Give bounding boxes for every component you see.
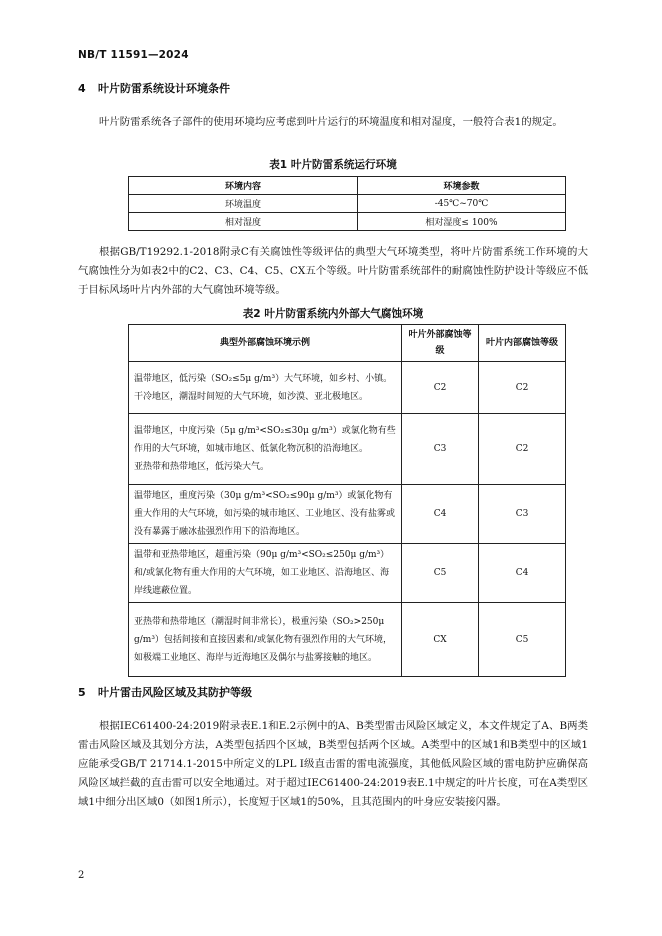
section-4-paragraph-1: 叶片防雷系统各子部件的使用环境均应考虑到叶片运行的环境温度和相对湿度，一般符合表1的规定。 bbox=[99, 116, 563, 128]
description-line: 干冷地区，潮湿时间短的大气环境，如沙漠、亚北极地区。 bbox=[134, 391, 369, 402]
table-2-header-cell: 叶片内部腐蚀等级 bbox=[479, 325, 566, 362]
table-1-cell: -45℃~70℃ bbox=[358, 195, 566, 213]
section-4-heading bbox=[78, 80, 230, 96]
table-2-header-cell: 叶片外部腐蚀等级 bbox=[402, 325, 479, 362]
outer-grade-cell: C3 bbox=[402, 414, 479, 485]
table-1-header-row bbox=[129, 177, 566, 195]
table-1-cell: 环境温度 bbox=[129, 195, 358, 213]
section-5-heading bbox=[78, 684, 252, 700]
description-line: 温带地区，重度污染（30μ g/m³<SO₂≤90μ g/m³）或氯化物有重大作用的大气环境，如污染的城市地区、工业地区、没有盐雾或没有暴露于融冰盐强烈作用下的沿海地区。 bbox=[134, 491, 396, 537]
table-row bbox=[129, 213, 566, 231]
table-2 bbox=[128, 324, 566, 677]
page-number: 2 bbox=[78, 870, 85, 881]
table-2-caption: 表2 叶片防雷系统内外部大气腐蚀环境 bbox=[242, 308, 424, 320]
table-1 bbox=[128, 176, 566, 231]
table-1-cell: 相对湿度≤ 100% bbox=[358, 213, 566, 231]
table-1-header-cell: 环境参数 bbox=[358, 177, 566, 195]
table-row bbox=[129, 485, 566, 544]
description-line: 亚热带和热带地区（潮湿时间非常长），极重污染（SO₂>250μ g/m³）包括间接和直接因素和/或氯化物有强烈作用的大气环境，如极端工业地区、海岸与近海地区及偶尔与盐雾接触的地区。 bbox=[134, 616, 392, 663]
table-row bbox=[129, 414, 566, 485]
section-5-title: 叶片雷击风险区域及其防护等级 bbox=[98, 686, 252, 699]
table-2-header-cell: 典型外部腐蚀环境示例 bbox=[129, 325, 402, 362]
inner-grade-cell: C2 bbox=[479, 362, 566, 414]
table-2-description-cell bbox=[129, 362, 402, 414]
table-1-caption: 表1 叶片防雷系统运行环境 bbox=[269, 159, 397, 171]
section-4-title: 叶片防雷系统设计环境条件 bbox=[98, 82, 230, 95]
inner-grade-cell: C3 bbox=[479, 485, 566, 544]
outer-grade-cell: C4 bbox=[402, 485, 479, 544]
table-row bbox=[129, 362, 566, 414]
table-row bbox=[129, 544, 566, 603]
table-2-description-cell bbox=[129, 603, 402, 677]
description-line: 温带地区，中度污染（5μ g/m³<SO₂≤30μ g/m³）或氯化物有些作用的大气环境，如城市地区、低氯化物沉积的沿海地区。 bbox=[134, 426, 396, 454]
table-2-header-row bbox=[129, 325, 566, 362]
inner-grade-cell: C2 bbox=[479, 414, 566, 485]
table-2-description-cell bbox=[129, 544, 402, 603]
description-line: 温带地区，低污染（SO₂≤5μ g/m³）大气环境，如乡村、小镇。 bbox=[134, 373, 393, 384]
outer-grade-cell: CX bbox=[402, 603, 479, 677]
outer-grade-cell: C5 bbox=[402, 544, 479, 603]
description-line: 温带和亚热带地区，超重污染（90μ g/m³<SO₂≤250μ g/m³）和/或氯化物有重大作用的大气环境，如工业地区、沿海地区、海岸线遮蔽位置。 bbox=[134, 550, 390, 596]
table-row bbox=[129, 195, 566, 213]
section-4-paragraph-2: 根据GB/T19292.1-2018附录C有关腐蚀性等级评估的典型大气环境类型，将叶片防雷系统工作环境的大气腐蚀性分为如表2中的C2、C3、C4、C5、CX五个等级。叶片防雷系统部件的耐腐蚀性防护设计等级应不低于目标风场叶片内外部的大气腐蚀环境等级。 bbox=[78, 246, 588, 296]
description-line: 亚热带和热带地区，低污染大气。 bbox=[134, 462, 270, 472]
section-4-number: 4 bbox=[78, 82, 86, 95]
table-row bbox=[129, 603, 566, 677]
table-1-header-cell: 环境内容 bbox=[129, 177, 358, 195]
inner-grade-cell: C5 bbox=[479, 603, 566, 677]
table-1-cell: 相对湿度 bbox=[129, 213, 358, 231]
outer-grade-cell: C2 bbox=[402, 362, 479, 414]
standard-code: NB/T 11591—2024 bbox=[78, 49, 189, 61]
section-5-paragraph-1: 根据IEC61400-24:2019附录表E.1和E.2示例中的A、B类型雷击风险区域定义，本文件规定了A、B两类雷击风险区域及其划分方法，A类型包括四个区域，B类型包括两个区域。A类型中的区域1和B类型中的区域1应能承受GB/T 21714.1-2015中所定义的LPL Ⅰ级直击雷的雷电流强度，其他低风险区域的雷电防护应确保高风险区域拦截的直击雷可以安全地通过。对于超过IEC61400-24:2019表E.1中规定的叶片长度，可在A类型区域1中细分出区域0（如图1所示），长度短于区域1的50%，且其范围内的叶身应安装接闪器。 bbox=[78, 720, 588, 808]
section-5-number: 5 bbox=[78, 686, 86, 699]
inner-grade-cell: C4 bbox=[479, 544, 566, 603]
table-2-description-cell bbox=[129, 485, 402, 544]
table-2-description-cell bbox=[129, 414, 402, 485]
